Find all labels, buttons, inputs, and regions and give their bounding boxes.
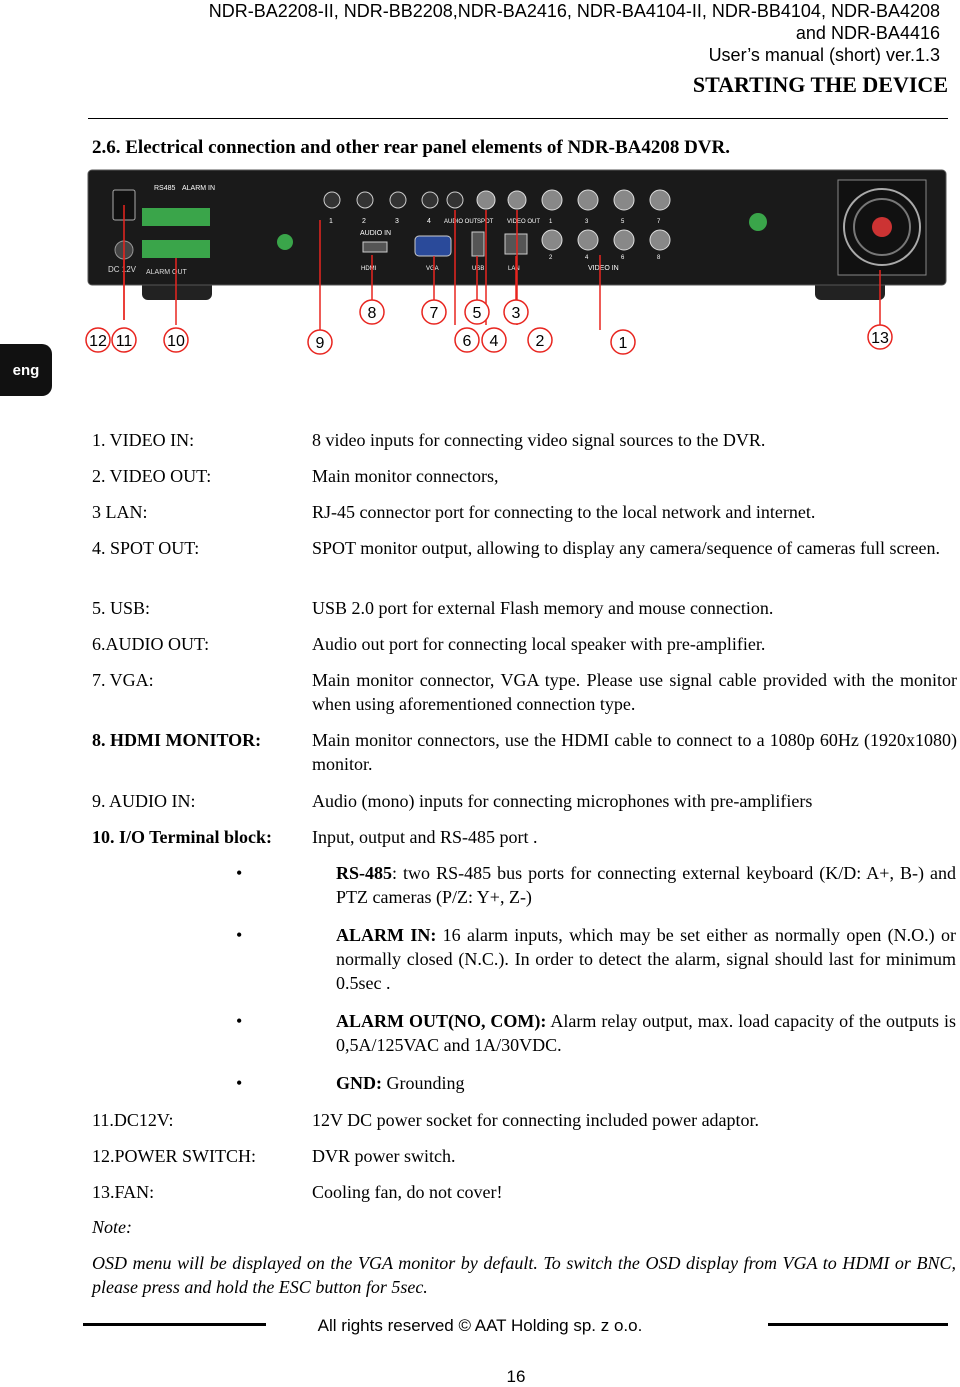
callout-number: 12 (89, 333, 107, 350)
label-video-out: VIDEO OUT (507, 219, 541, 225)
item-term: 9. AUDIO IN: (92, 791, 196, 811)
video-in-num: 1 (549, 219, 553, 225)
item-desc: DVR power switch. (312, 1146, 456, 1166)
audio-in-num: 1 (329, 218, 333, 225)
label-rs485: RS485 (154, 185, 176, 192)
video-in-bnc (578, 190, 598, 210)
header-models-cont: and NDR-BA4416 (795, 23, 940, 43)
item-term: 13.FAN: (92, 1182, 155, 1202)
bullet-icon: • (236, 1073, 243, 1093)
audio-in-num: 3 (395, 218, 399, 225)
item-term: 3 LAN: (92, 502, 148, 522)
callouts-top (360, 300, 528, 324)
video-in-num: 6 (621, 255, 625, 261)
video-in-num: 8 (657, 255, 661, 261)
callout-number: 8 (367, 305, 377, 322)
hdmi-port (363, 242, 387, 252)
usb-port (472, 232, 484, 256)
item-term: 4. SPOT OUT: (92, 538, 200, 558)
callout-number: 2 (535, 333, 545, 350)
label-vga: VGA (426, 266, 439, 272)
audio-in-num: 4 (427, 218, 431, 225)
item-desc: Audio out port for connecting local speaker with pre-amplifier. (312, 634, 766, 654)
item-term: 2. VIDEO OUT: (92, 466, 212, 486)
audio-out-rca (447, 192, 463, 208)
callout-number: 11 (115, 333, 133, 350)
video-in-num: 3 (585, 219, 589, 225)
video-in-bnc (614, 230, 634, 250)
video-in-num: 4 (585, 255, 589, 261)
header-models: NDR-BA2208-II, NDR-BB2208,NDR-BA2416, NDR-BA4104-II, NDR-BB4104, NDR-BA4208 (208, 1, 940, 21)
note-text: OSD menu will be displayed on the VGA monitor by default. To switch the OSD display from VGA to HDMI or BNC, please press and hold the ESC button for 5sec. (92, 1253, 956, 1297)
video-in-bnc (542, 190, 562, 210)
video-in-bnc (650, 230, 670, 250)
header-rule (88, 118, 948, 119)
audio-in-rca (422, 192, 438, 208)
audio-in-rca (390, 192, 406, 208)
bullet-icon: • (236, 925, 243, 945)
label-audio-out: AUDIO OUT (444, 219, 478, 225)
callout-number: 10 (167, 333, 185, 350)
callout-number: 3 (511, 305, 521, 322)
item-term: 7. VGA: (92, 670, 154, 690)
language-tab: eng (0, 344, 52, 396)
callout-number: 9 (315, 335, 325, 352)
video-in-bnc (614, 190, 634, 210)
item-term: 1. VIDEO IN: (92, 430, 195, 450)
item-term: 10. I/O Terminal block: (92, 827, 273, 847)
label-alarm-out: ALARM OUT (146, 269, 187, 276)
audio-in-rca (324, 192, 340, 208)
bullet-text: : two RS-485 bus ports for connecting external keyboard (K/D: A+, B-) and PTZ cameras (P/Z: Y+, Z-) (336, 863, 956, 907)
terminal-block-top (142, 208, 210, 226)
item-desc: USB 2.0 port for external Flash memory and mouse connection. (312, 598, 774, 618)
video-in-bnc (542, 230, 562, 250)
item-desc: Cooling fan, do not cover! (312, 1182, 503, 1202)
bullet-icon: • (236, 863, 243, 883)
item-desc: Main monitor connectors, (312, 466, 499, 486)
item-desc: 12V DC power socket for connecting included power adaptor. (312, 1110, 760, 1130)
video-in-num: 2 (549, 255, 553, 261)
item-desc: Audio (mono) inputs for connecting microphones with pre-amplifiers (312, 791, 813, 811)
label-video-in: VIDEO IN (588, 265, 619, 272)
bullet-label: RS-485 (336, 863, 393, 883)
footer-copyright: All rights reserved © AAT Holding sp. z o.o. (317, 1316, 643, 1335)
item-term: 6.AUDIO OUT: (92, 634, 210, 654)
bullet-label: ALARM OUT(NO, COM): (336, 1011, 547, 1031)
label-usb: USB (472, 266, 485, 272)
item-desc: Main monitor connectors, use the HDMI cable to connect to a 1080p 60Hz (1920x1080) monitor. (312, 730, 957, 774)
label-spot: SPOT (477, 219, 494, 225)
bullet-label: ALARM IN: (336, 925, 437, 945)
video-in-bnc (578, 230, 598, 250)
video-in-bnc (650, 190, 670, 210)
item-term: 8. HDMI MONITOR: (92, 730, 262, 750)
ground-screw (277, 234, 293, 250)
callout-number: 1 (618, 335, 628, 352)
item-desc: Main monitor connector, VGA type. Please use signal cable provided with the monitor when using aforementioned connection type. (312, 670, 957, 714)
label-dc12v: DC 12V (108, 265, 137, 274)
bullet-text: Alarm relay output, max. load capacity of the outputs is 0,5A/125VAC and 1A/30VDC. (336, 1011, 956, 1055)
callout-number: 6 (462, 333, 472, 350)
callout-number: 7 (429, 305, 439, 322)
panel-sticker (749, 213, 767, 231)
item-desc: SPOT monitor output, allowing to display any camera/sequence of cameras full screen. (312, 538, 940, 558)
callout-number: 5 (472, 305, 482, 322)
terminal-block-bottom (142, 240, 210, 258)
section-title: STARTING THE DEVICE (692, 72, 948, 97)
bullet-icon: • (236, 1011, 243, 1031)
label-audio-in: AUDIO IN (360, 230, 392, 237)
video-in-num: 7 (657, 219, 661, 225)
rear-panel-diagram (80, 160, 960, 360)
note-label: Note: (92, 1217, 132, 1237)
item-desc: Input, output and RS-485 port . (312, 827, 538, 847)
item-desc: RJ-45 connector port for connecting to the local network and internet. (312, 502, 816, 522)
header-manual-version: User’s manual (short) ver.1.3 (708, 45, 940, 65)
page-number: 16 (506, 1367, 526, 1386)
bullet-text: Grounding (382, 1073, 465, 1093)
section-heading: 2.6. Electrical connection and other rear panel elements of NDR-BA4208 DVR. (92, 137, 731, 158)
callout-number: 13 (871, 330, 889, 347)
label-hdmi: HDMI (361, 266, 377, 272)
bullet-label: GND: (336, 1073, 382, 1093)
bullet-text: 16 alarm inputs, which may be set either as normally open (N.O.) or normally closed (N.C.). In order to detect the alarm, signal should last for minimum 0.5sec . (336, 925, 956, 993)
lan-port (505, 234, 527, 254)
label-lan: LAN (508, 266, 520, 272)
audio-in-rca (357, 192, 373, 208)
audio-in-num: 2 (362, 218, 366, 225)
callout-number: 4 (489, 333, 499, 350)
label-alarm-in: ALARM IN (182, 185, 216, 192)
video-out-bnc (508, 191, 526, 209)
item-term: 12.POWER SWITCH: (92, 1146, 256, 1166)
item-term: 5. USB: (92, 598, 151, 618)
spot-bnc (477, 191, 495, 209)
item-term: 11.DC12V: (92, 1110, 174, 1130)
video-in-num: 5 (621, 219, 625, 225)
item-desc: 8 video inputs for connecting video signal sources to the DVR. (312, 430, 766, 450)
vga-port (415, 236, 451, 256)
